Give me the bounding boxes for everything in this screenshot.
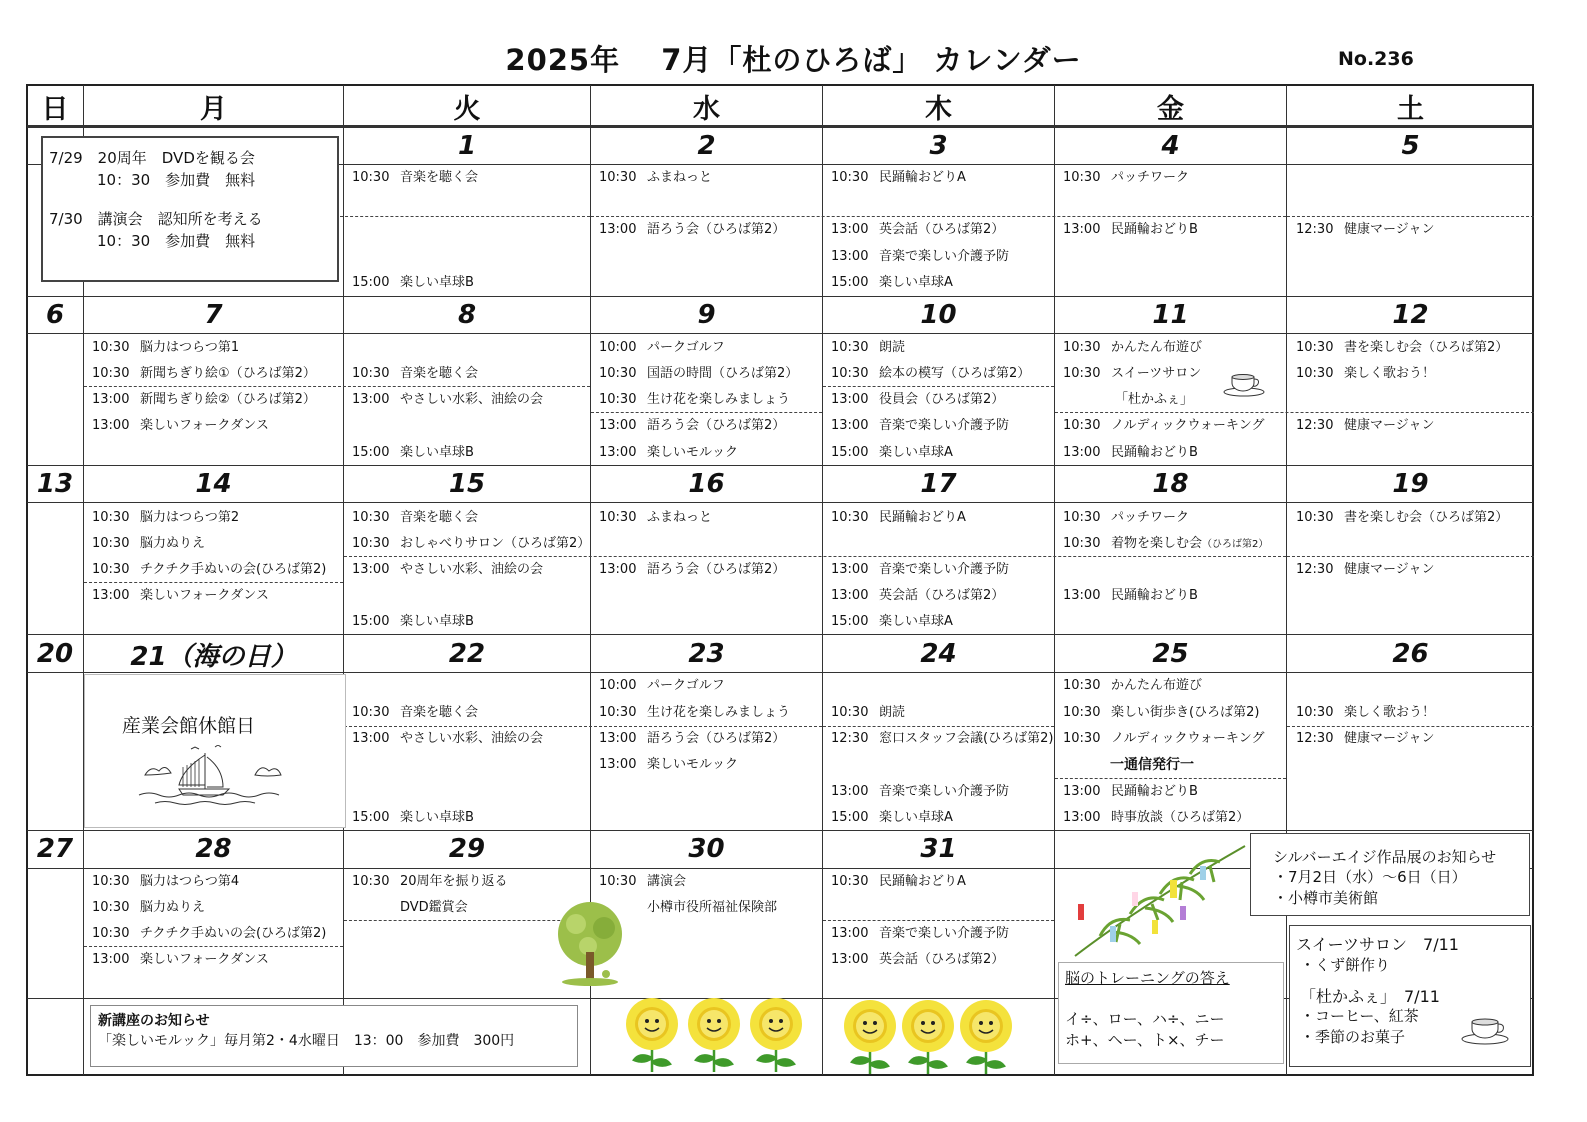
dashed-divider — [344, 726, 822, 727]
event-item: 15:00 楽しい卓球B — [352, 614, 474, 629]
event-item: 13:00 やさしい水彩、油絵の会 — [352, 392, 544, 407]
grid-line — [1286, 85, 1287, 1075]
weekday-sun: 日 — [41, 93, 69, 125]
event-item: 13:00 楽しいフォークダンス — [92, 952, 269, 967]
dashed-divider — [344, 556, 1286, 557]
exhibit-title: シルバーエイジ作品展のお知らせ — [1273, 848, 1497, 866]
event-item: 13:00 時事放談（ひろば第2） — [1063, 810, 1250, 825]
event-item: 13:00 民踊輪おどりB — [1063, 588, 1198, 603]
event-item: DVD鑑賞会 — [400, 900, 468, 915]
sweets-line: ・季節のお菓子 — [1300, 1028, 1406, 1046]
event-item: 10:30 着物を楽しむ会（ひろば第2） — [1063, 536, 1269, 551]
page-title: 2025年 7月「杜のひろば」 カレンダー — [505, 43, 1082, 77]
event-item: 13:00 語ろう会（ひろば第2） — [599, 731, 786, 746]
event-item: 10:30 かんたん布遊び — [1063, 340, 1203, 355]
event-note: （ひろば第2） — [1202, 539, 1269, 550]
day-number: 27 — [36, 834, 74, 864]
event-item: 10:30 楽しく歌おう！ — [1296, 366, 1436, 381]
event-item: 小樽市役所福祉保険部 — [647, 900, 778, 915]
grid-line — [27, 502, 1533, 503]
new-course-title: 新講座のお知らせ — [98, 1013, 210, 1029]
event-item: 10:30 チクチク手ぬいの会(ひろば第2) — [92, 562, 327, 577]
day-number: 31 — [920, 834, 957, 864]
event-item: 10:30 講演会 — [599, 874, 687, 889]
event-item: 10:30 生け花を楽しみましょう — [599, 392, 791, 407]
weekday-mon: 月 — [200, 93, 227, 125]
day-number: 24 — [920, 639, 957, 669]
weekday-thu: 木 — [925, 93, 952, 125]
tsushin-notice: 一通信発行一 — [1110, 757, 1194, 773]
new-course-notice — [90, 1005, 578, 1067]
event-item: 15:00 楽しい卓球A — [831, 810, 953, 825]
event-item: 「杜かふぇ」 — [1115, 392, 1194, 407]
event-item: 13:00 音楽で楽しい介護予防 — [831, 249, 1010, 264]
closed-day-label: 産業会館休館日 — [122, 715, 256, 737]
event-item: 13:00 民踊輪おどりB — [1063, 222, 1198, 237]
sweets-line: スイーツサロン 7/11 — [1296, 935, 1459, 954]
brain-title: 脳のトレーニングの答え — [1065, 969, 1230, 987]
dashed-divider — [1055, 778, 1286, 779]
day-number: 25 — [1152, 639, 1189, 669]
notice-line: 10：30 参加費 無料 — [97, 171, 256, 189]
day-number: 10 — [920, 300, 957, 330]
day-number: 14 — [195, 469, 232, 499]
event-item: 10:30 スイーツサロン — [1063, 366, 1202, 381]
event-item: 15:00 楽しい卓球A — [831, 275, 953, 290]
dashed-divider — [823, 386, 1054, 387]
event-item: 10:30 おしゃべりサロン（ひろば第2） — [352, 536, 591, 551]
event-item: 13:00 語ろう会（ひろば第2） — [599, 562, 786, 577]
event-item: 10:30 脳力はつらつ第4 — [92, 874, 240, 889]
grid-line — [343, 85, 344, 1075]
day-number: 15 — [448, 469, 486, 499]
event-item: 10:30 20周年を振り返る — [352, 874, 508, 889]
event-item: 10:30 朗読 — [831, 705, 906, 720]
dashed-divider — [1055, 412, 1534, 413]
grid-line — [1054, 85, 1055, 1075]
event-item: 13:00 民踊輪おどりB — [1063, 445, 1198, 460]
day-number: 11 — [1152, 300, 1189, 330]
event-item: 10:30 チクチク手ぬいの会(ひろば第2) — [92, 926, 327, 941]
day-number: 17 — [920, 469, 957, 499]
event-item: 10:30 ノルディックウォーキング — [1063, 418, 1265, 433]
dashed-divider — [84, 386, 590, 387]
day-number: 19 — [1392, 469, 1429, 499]
event-item: 10:30 脳力はつらつ第1 — [92, 340, 240, 355]
dashed-divider — [823, 920, 1054, 921]
notice-line: 7/29 20周年 DVDを観る会 — [49, 149, 255, 167]
event-item: 10:30 生け花を楽しみましょう — [599, 705, 791, 720]
sunflower-icon — [620, 998, 810, 1074]
new-course-text: 「楽しいモルック」毎月第2・4水曜日 13：00 参加費 300円 — [98, 1033, 515, 1049]
brain-answer: ホ+、ヘー、ト×、チー — [1065, 1031, 1225, 1049]
brain-answer: イ÷、ロー、ハ÷、ニー — [1065, 1010, 1225, 1028]
event-item: 13:00 民踊輪おどりB — [1063, 784, 1198, 799]
issue-number: No.236 — [1338, 48, 1414, 70]
event-item: 15:00 楽しい卓球B — [352, 275, 474, 290]
coffee-cup-icon — [1460, 1016, 1512, 1046]
dashed-divider — [1287, 556, 1534, 557]
sailboat-icon — [135, 745, 295, 809]
event-item: 15:00 楽しい卓球B — [352, 810, 474, 825]
day-number: 5 — [1401, 131, 1420, 161]
event-item: 10:30 音楽を聴く会 — [352, 366, 479, 381]
event-item: 13:00 楽しいモルック — [599, 757, 739, 772]
dashed-divider — [591, 412, 822, 413]
day-number: 9 — [697, 300, 716, 330]
event-item: 13:00 役員会（ひろば第2） — [831, 392, 1005, 407]
event-item: 12:30 窓口スタッフ会議(ひろば第2) — [831, 731, 1054, 746]
day-number: 29 — [448, 834, 486, 864]
event-item: 13:00 音楽で楽しい介護予防 — [831, 562, 1010, 577]
weekday-sat: 土 — [1397, 93, 1424, 125]
closed-day-box — [84, 674, 346, 828]
day-number: 20 — [36, 639, 74, 669]
event-item: 10:00 パークゴルフ — [599, 678, 725, 693]
brain-training-answers — [1058, 962, 1284, 1064]
tanabata-bamboo-icon — [1070, 836, 1250, 966]
event-item: 12:30 健康マージャン — [1296, 731, 1435, 746]
event-item: 10:30 ノルディックウォーキング — [1063, 731, 1265, 746]
event-item: 13:00 語ろう会（ひろば第2） — [599, 222, 786, 237]
event-item: 13:00 語ろう会（ひろば第2） — [599, 418, 786, 433]
dashed-divider — [823, 726, 1054, 727]
day-number: 12 — [1392, 300, 1429, 330]
event-item: 10:30 かんたん布遊び — [1063, 678, 1203, 693]
event-item: 13:00 音楽で楽しい介護予防 — [831, 784, 1010, 799]
sweets-line: ・くず餅作り — [1300, 956, 1391, 974]
weekday-tue: 火 — [453, 93, 481, 125]
coffee-cup-icon — [1222, 372, 1268, 398]
event-item: 10:30 ふまねっと — [599, 510, 713, 525]
event-item: 10:30 書を楽しむ会（ひろば第2） — [1296, 340, 1509, 355]
day-number: 18 — [1152, 469, 1189, 499]
event-item: 12:30 健康マージャン — [1296, 418, 1435, 433]
dashed-divider — [591, 216, 1286, 217]
day-number: 3 — [929, 131, 948, 161]
dashed-divider — [1287, 726, 1534, 727]
dashed-divider — [1287, 216, 1534, 217]
event-item: 10:30 国語の時間（ひろば第2） — [599, 366, 799, 381]
day-number: 2 — [697, 131, 716, 161]
event-item: 10:30 楽しく歌おう！ — [1296, 705, 1436, 720]
sweets-line: ・コーヒー、紅茶 — [1300, 1007, 1419, 1025]
dashed-divider — [84, 582, 343, 583]
event-item: 10:30 絵本の模写（ひろば第2） — [831, 366, 1031, 381]
event-item: 10:30 脳力ぬりえ — [92, 536, 206, 551]
event-item: 13:00 楽しいフォークダンス — [92, 418, 269, 433]
event-item: 13:00 音楽で楽しい介護予防 — [831, 418, 1010, 433]
event-item: 10:30 楽しい街歩き(ひろば第2) — [1063, 705, 1260, 720]
event-item: 13:00 楽しいフォークダンス — [92, 588, 269, 603]
event-item: 10:30 脳力はつらつ第2 — [92, 510, 240, 525]
day-number: 30 — [688, 834, 725, 864]
weekday-wed: 水 — [693, 93, 720, 125]
day-number: 22 — [448, 639, 486, 669]
sweets-line: 「杜かふぇ」 7/11 — [1300, 987, 1440, 1006]
day-number: 1 — [457, 131, 477, 161]
event-item: 10:30 音楽を聴く会 — [352, 170, 479, 185]
event-item: 10:30 パッチワーク — [1063, 510, 1190, 525]
event-item: 10:00 パークゴルフ — [599, 340, 725, 355]
event-item: 15:00 楽しい卓球B — [352, 445, 474, 460]
event-item: 12:30 健康マージャン — [1296, 562, 1435, 577]
day-number: 4 — [1161, 131, 1180, 161]
sweets-salon-notice — [1289, 925, 1531, 1067]
event-item: 10:30 朗読 — [831, 340, 906, 355]
grid-line — [27, 333, 1533, 334]
notice-line: 7/30 講演会 認知所を考える — [49, 210, 263, 228]
event-item: 10:30 音楽を聴く会 — [352, 705, 479, 720]
day-number: 8 — [457, 300, 477, 330]
event-item: 10:30 書を楽しむ会（ひろば第2） — [1296, 510, 1509, 525]
dashed-divider — [340, 216, 590, 217]
anniversary-notice — [41, 136, 339, 282]
event-item: 13:00 英会話（ひろば第2） — [831, 952, 1005, 967]
dashed-divider — [84, 946, 343, 947]
event-item: 10:30 民踊輪おどりA — [831, 170, 966, 185]
event-item: 15:00 楽しい卓球A — [831, 445, 953, 460]
event-item: 13:00 新聞ちぎり絵②（ひろば第2） — [92, 392, 316, 407]
event-item: 13:00 やさしい水彩、油絵の会 — [352, 731, 544, 746]
event-item: 10:30 民踊輪おどりA — [831, 510, 966, 525]
event-item: 15:00 楽しい卓球A — [831, 614, 953, 629]
grid-line — [822, 85, 823, 1075]
day-number: 28 — [195, 834, 232, 864]
day-number: 6 — [45, 300, 65, 330]
event-item: 10:30 脳力ぬりえ — [92, 900, 206, 915]
day-number: 21（海の日） — [130, 641, 297, 672]
sunflower-icon — [838, 1000, 1028, 1076]
event-item: 13:00 英会話（ひろば第2） — [831, 588, 1005, 603]
event-item: 10:30 音楽を聴く会 — [352, 510, 479, 525]
event-item: 13:00 やさしい水彩、油絵の会 — [352, 562, 544, 577]
exhibit-notice — [1250, 833, 1530, 916]
day-number: 16 — [688, 469, 725, 499]
event-item: 13:00 音楽で楽しい介護予防 — [831, 926, 1010, 941]
tree-icon — [548, 900, 632, 988]
day-number: 7 — [204, 300, 223, 330]
event-item: 10:30 パッチワーク — [1063, 170, 1190, 185]
day-number: 13 — [36, 469, 74, 499]
exhibit-line: ・小樽市美術館 — [1273, 889, 1379, 907]
event-item: 13:00 楽しいモルック — [599, 445, 739, 460]
event-item: 10:30 ふまねっと — [599, 170, 713, 185]
day-number: 26 — [1392, 639, 1429, 669]
event-item: 10:30 新聞ちぎり絵①（ひろば第2） — [92, 366, 316, 381]
day-number: 23 — [688, 639, 725, 669]
event-item: 10:30 民踊輪おどりA — [831, 874, 966, 889]
weekday-fri: 金 — [1157, 93, 1184, 125]
event-item: 12:30 健康マージャン — [1296, 222, 1435, 237]
event-item: 13:00 英会話（ひろば第2） — [831, 222, 1005, 237]
notice-line: 10：30 参加費 無料 — [97, 232, 256, 250]
exhibit-line: ・7月2日（水）〜6日（日） — [1273, 868, 1467, 886]
